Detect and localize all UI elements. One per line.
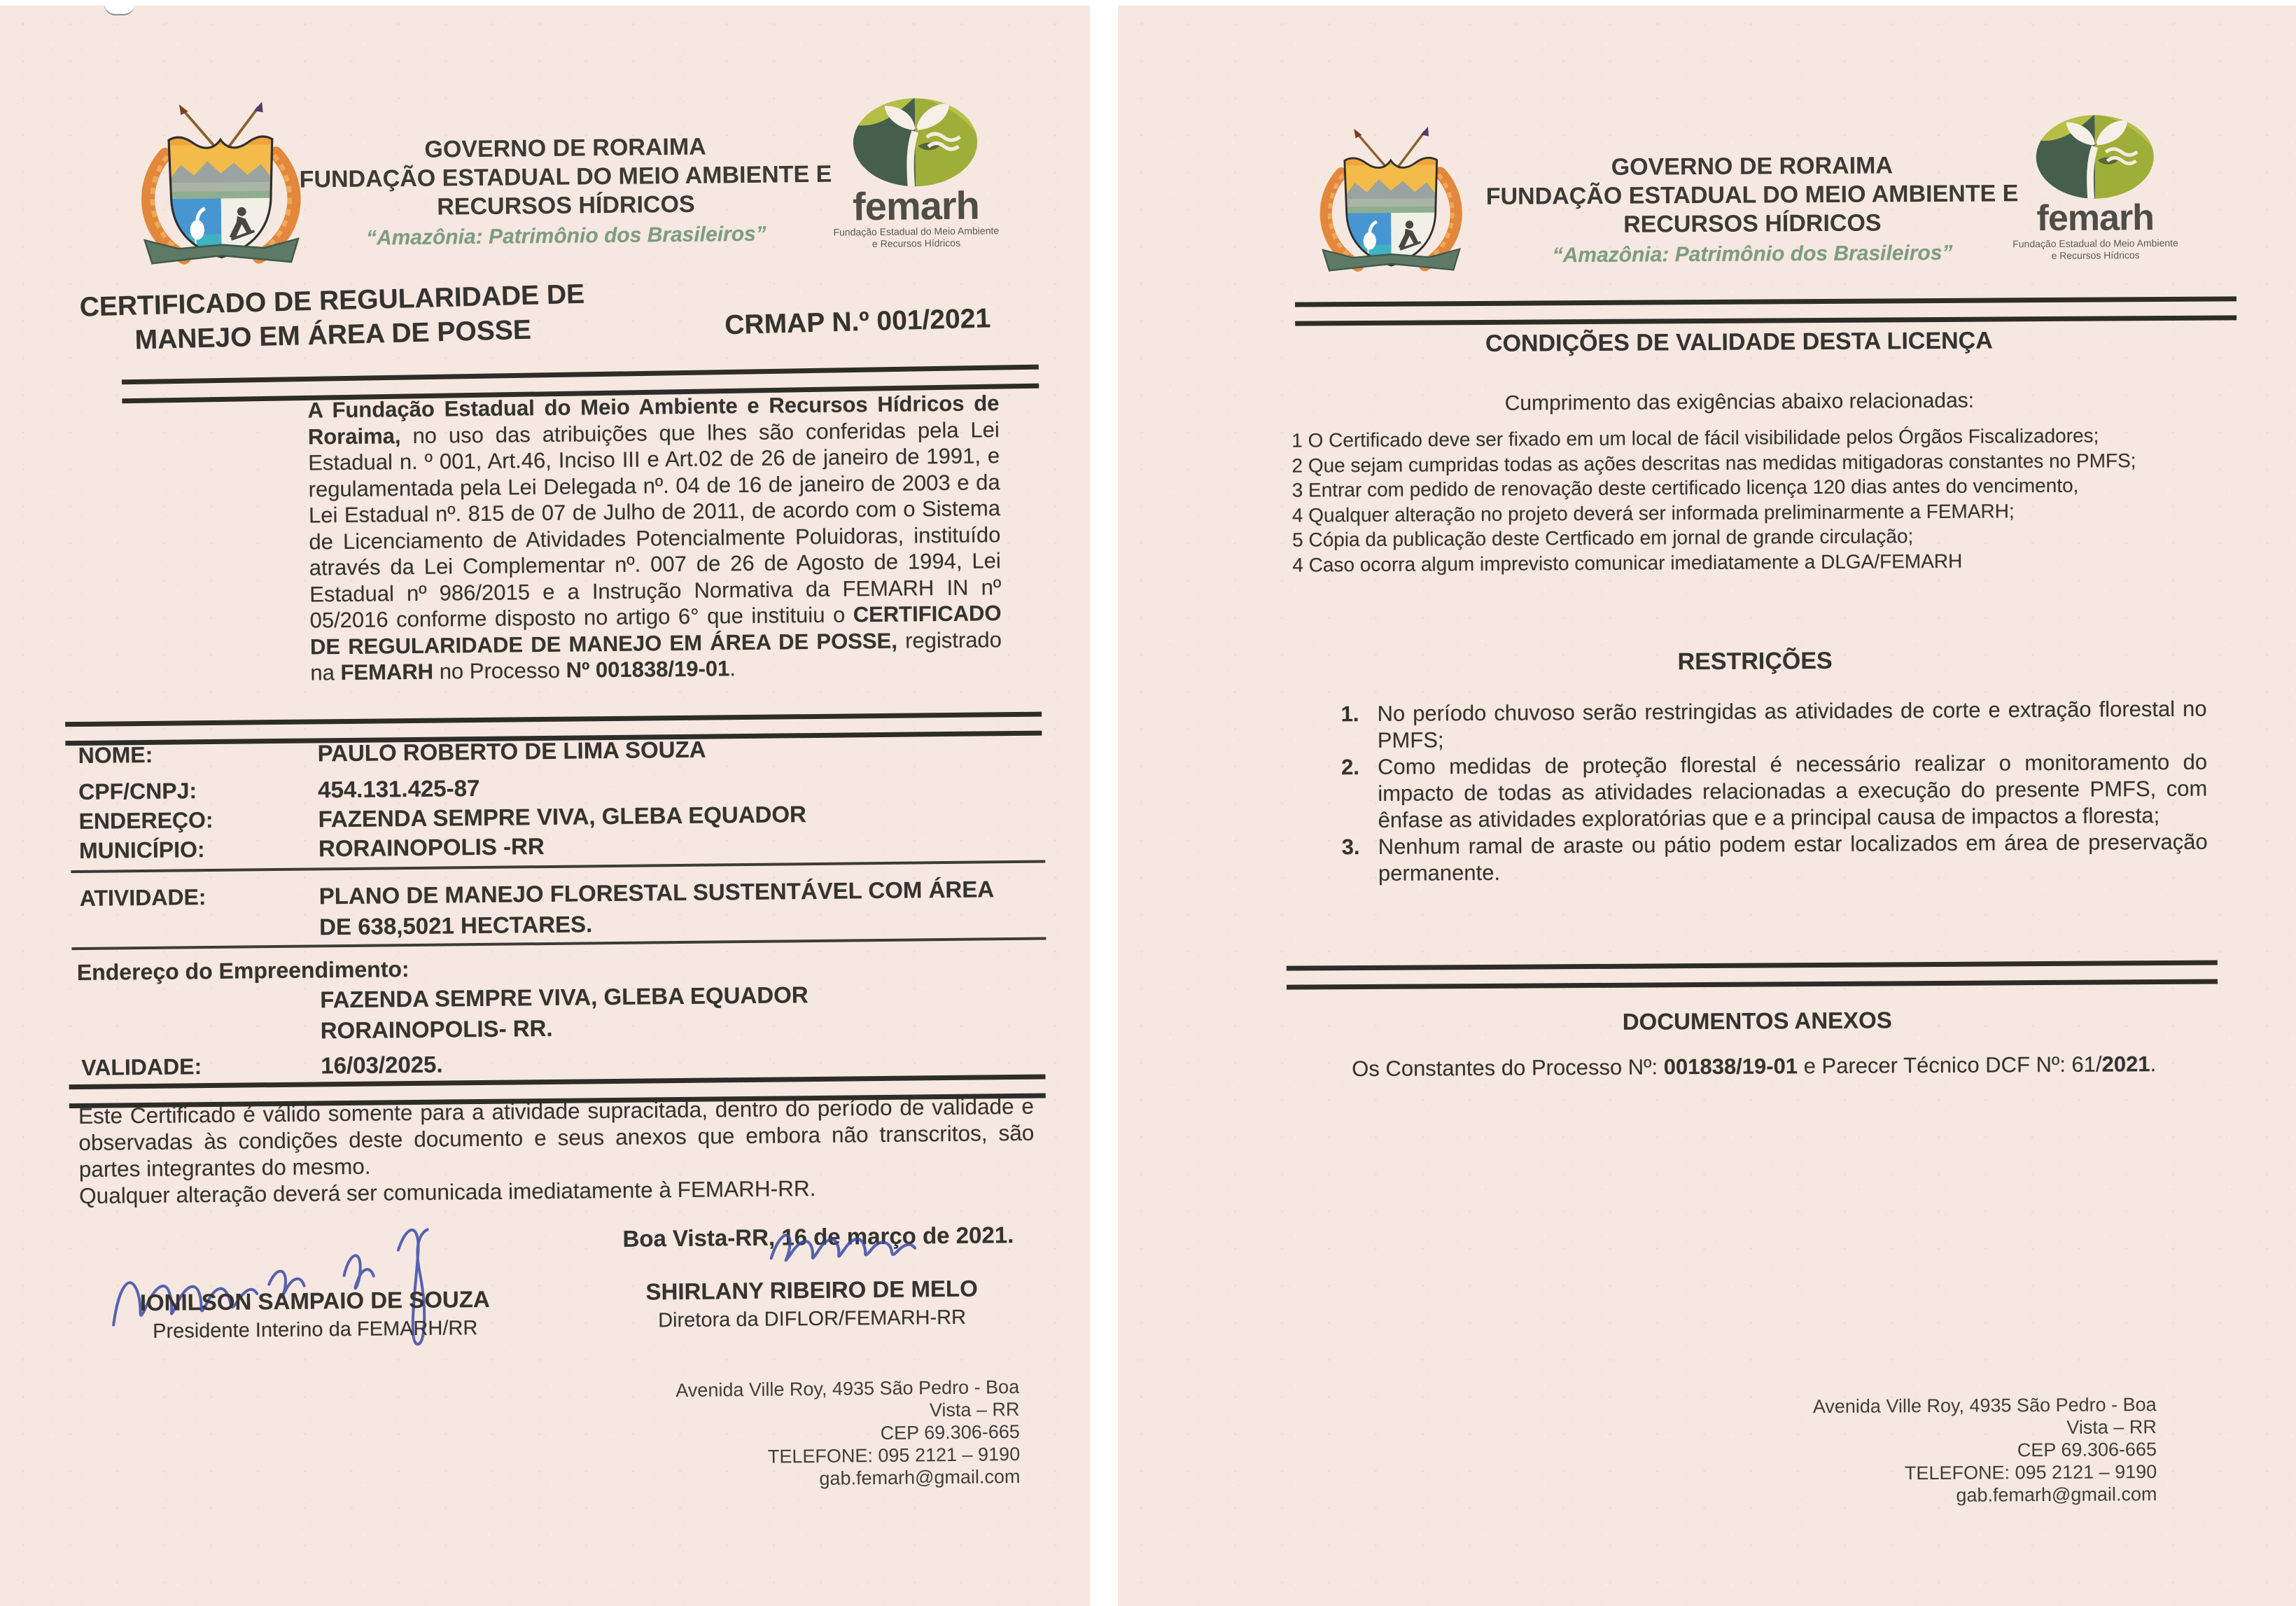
letterhead-line1: GOVERNO DE RORAIMA xyxy=(424,133,706,163)
signature-block-director xyxy=(615,1275,1008,1333)
divider-double-line xyxy=(1295,296,2236,326)
restriction-number: 3. xyxy=(1341,835,1360,860)
intro-paragraph xyxy=(307,390,1002,686)
femarh-tagline-2: e Recursos Hídricos xyxy=(2051,249,2140,261)
signer-role: Presidente Interino da FEMARH/RR xyxy=(152,1317,478,1343)
condition-item: 2 Que sejam cumpridas todas as ações descritas nas medidas mitigadoras constantes no PMFS; xyxy=(1292,449,2136,477)
letterhead-line3: RECURSOS HÍDRICOS xyxy=(1623,209,1882,238)
restriction-item xyxy=(1340,696,2206,755)
certificate-title-line2: MANEJO EM ÁREA DE POSSE xyxy=(134,314,532,356)
femarh-tagline-2: e Recursos Hídricos xyxy=(872,237,961,250)
footer-address-block xyxy=(1774,1393,2157,1507)
letterhead-line2: FUNDAÇÃO ESTADUAL DO MEIO AMBIENTE E xyxy=(299,160,832,193)
restrictions-list xyxy=(1340,696,2208,888)
femarh-wordmark: femarh xyxy=(2036,197,2155,239)
conditions-list xyxy=(1292,422,2230,577)
field-row-validade xyxy=(4,1045,1090,1080)
conditions-subtitle: Cumprimento das exigências abaixo relacionadas: xyxy=(1504,389,1975,415)
validity-disclaimer-paragraph: Este Certificado é válido somente para a atividade supracitada, dentro do período de validade e observadas às condições deste documento e seus anexos que embora não transcritos, são partes integrantes do mesmo. xyxy=(78,1093,1035,1182)
validity-disclaimer xyxy=(78,1093,1035,1209)
femarh-wordmark: femarh xyxy=(852,183,980,229)
enterprise-address-label: Endereço do Empreendimento: xyxy=(76,956,410,986)
letterhead-line2: FUNDAÇÃO ESTADUAL DO MEIO AMBIENTE E xyxy=(1485,180,2019,210)
intro-body-1: no uso das atribuições que lhes são conferidas pela Lei Estadual n. º 001, Art.46, Inciso III e Art.02 de 26 de janeiro de 1991, e regulamentada pela Lei Delegada nº. 04 de 16 de janeiro de 2003 e da Lei Estadual nº. 815 de 07 de Julho de 2011, de acordo com o Sistema de Licenciamento de Atividades Potencialmente Poluidoras, instituído através da Lei Complementar nº. 007 de 26 de Agosto de 1994, Lei Estadual nº 986/2015 e a Instrução Normativa da FEMARH IN nº 05/2016 conforme disposto no artigo 6° que instituiu o xyxy=(308,417,1002,633)
certificate-title-line1: CERTIFICADO DE REGULARIDADE DE xyxy=(79,279,585,323)
signer-name: SHIRLANY RIBEIRO DE MELO xyxy=(645,1275,978,1305)
certificate-page-2 xyxy=(1118,6,2296,1606)
field-value-line2: DE 638,5021 HECTARES. xyxy=(318,911,593,940)
femarh-logo xyxy=(1989,113,2200,263)
condition-item: 3 Entrar com pedido de renovação deste certificado licença 120 dias antes do vencimento, xyxy=(1292,474,2079,501)
certificate-number: CRMAP N.º 001/2021 xyxy=(724,303,991,341)
field-label: MUNICÍPIO: xyxy=(78,837,205,863)
femarh-tagline-1: Fundação Estadual do Meio Ambiente xyxy=(833,225,1000,238)
signer-role: Diretora da DIFLOR/FEMARH-RR xyxy=(657,1306,967,1332)
field-value: PAULO ROBERTO DE LIMA SOUZA xyxy=(317,736,706,767)
annex-mid: e Parecer Técnico DCF Nº: 61/ xyxy=(1797,1052,2102,1079)
conditions-title: CONDIÇÕES DE VALIDADE DESTA LICENÇA xyxy=(1485,327,1993,357)
field-value: 16/03/2025. xyxy=(321,1051,443,1079)
letterhead xyxy=(1444,151,2061,268)
restriction-item xyxy=(1341,749,2208,835)
divider-line xyxy=(71,937,1046,951)
condition-item: 4 Caso ocorra algum imprevisto comunicar imediatamente a DLGA/FEMARH xyxy=(1292,550,1963,576)
restriction-text: No período chuvoso serão restringidas as atividades de corte e extração florestal no PMFS; xyxy=(1377,696,2207,753)
field-row-cpf xyxy=(1,769,1090,804)
letterhead-motto: “Amazônia: Patrimônio dos Brasileiros” xyxy=(365,222,766,250)
letterhead-motto: “Amazônia: Patrimônio dos Brasileiros” xyxy=(1552,241,1953,267)
footer-address-block xyxy=(638,1376,1021,1492)
femarh-logo-icon xyxy=(848,96,982,191)
restriction-text: Como medidas de proteção florestal é necessário realizar o monitoramento do impacto de todas as atividades relacionadas a execução do presente PMFS, com ênfase as atividades exploratórias que e a principal causa de impactos a floresta; xyxy=(1377,749,2208,832)
condition-item: 4 Qualquer alteração no projeto deverá ser informada preliminarmente a FEMARH; xyxy=(1292,499,2015,526)
signature-scribble-director xyxy=(762,1211,952,1279)
restriction-item xyxy=(1342,829,2208,888)
annex-process-number: 001838/19-01 xyxy=(1663,1054,1798,1080)
divider-line xyxy=(71,860,1045,874)
annex-post: . xyxy=(2150,1052,2157,1077)
annex-pre: Os Constantes do Processo Nº: xyxy=(1352,1054,1664,1082)
field-value: 454.131.425-87 xyxy=(317,774,480,803)
restrictions-title: RESTRIÇÕES xyxy=(1677,647,1833,676)
femarh-logo-icon xyxy=(2031,113,2158,203)
certificate-title xyxy=(55,277,610,360)
footer-email: gab.femarh@gmail.com xyxy=(1956,1483,2157,1506)
footer-street: Avenida Ville Roy, 4935 São Pedro - Boa Vista – RR xyxy=(676,1376,1020,1421)
field-row-atividade xyxy=(3,875,1090,940)
intro-body-3: no Processo xyxy=(433,657,566,684)
annex-title: DOCUMENTOS ANEXOS xyxy=(1622,1007,1892,1035)
signature-block-president xyxy=(98,1285,533,1343)
field-label: CPF/CNPJ: xyxy=(78,778,197,804)
field-label: ENDEREÇO: xyxy=(78,807,214,834)
footer-phone: TELEFONE: 095 2121 – 9190 xyxy=(1904,1461,2157,1484)
footer-email: gab.femarh@gmail.com xyxy=(819,1465,1021,1489)
letterhead-line3: RECURSOS HÍDRICOS xyxy=(437,190,695,221)
field-value: RORAINOPOLIS -RR xyxy=(318,833,545,862)
change-notice-paragraph: Qualquer alteração deverá ser comunicada imediatamente à FEMARH-RR. xyxy=(79,1175,816,1209)
intro-body-2: registrado na xyxy=(310,627,1002,685)
footer-cep: CEP 69.306-665 xyxy=(2017,1439,2157,1461)
enterprise-address-block xyxy=(4,949,1090,1044)
divider-double-line xyxy=(1287,961,2218,990)
field-label: VALIDADE: xyxy=(81,1054,202,1080)
footer-street: Avenida Ville Roy, 4935 São Pedro - Boa Vista – RR xyxy=(1812,1394,2157,1438)
intro-bold-process-number: Nº 001838/19-01 xyxy=(566,656,730,683)
issue-date-line: Boa Vista-RR, 16 de março de 2021. xyxy=(622,1222,1014,1252)
footer-phone: TELEFONE: 095 2121 – 9190 xyxy=(767,1443,1021,1467)
field-value: FAZENDA SEMPRE VIVA, GLEBA EQUADOR xyxy=(318,801,807,832)
field-label: NOME: xyxy=(78,741,153,768)
certificate-page-1 xyxy=(0,6,1090,1606)
signer-name: IONILSON SAMPAIO DE SOUZA xyxy=(139,1285,490,1316)
intro-bold-femarh: FEMARH xyxy=(340,659,434,685)
femarh-logo xyxy=(806,96,1025,251)
roraima-coat-of-arms-icon xyxy=(131,97,312,269)
intro-body-4: . xyxy=(729,656,736,681)
condition-item: 5 Cópia da publicação deste Certficado em jornal de grande circulação; xyxy=(1292,525,1914,551)
annex-year: 2021 xyxy=(2101,1052,2150,1077)
intro-bold-lead: A Fundação Estadual do Meio Ambiente e Recursos Hídricos de Roraima, xyxy=(307,391,1000,449)
intro-bold-certificate: CERTIFICADO DE REGULARIDADE DE MANEJO EM ÁREA DE POSSE, xyxy=(309,601,1002,659)
field-value-line1: PLANO DE MANEJO FLORESTAL SUSTENTÁVEL COM ÁREA xyxy=(318,876,995,909)
restriction-text: Nenhum ramal de araste ou pátio podem estar localizados em área de preservação permanente. xyxy=(1378,829,2208,886)
field-label: ATIVIDADE: xyxy=(79,884,206,911)
annex-line xyxy=(1289,1052,2220,1082)
enterprise-address-line1: FAZENDA SEMPRE VIVA, GLEBA EQUADOR xyxy=(320,982,808,1013)
restriction-number: 1. xyxy=(1340,701,1359,727)
femarh-tagline-1: Fundação Estadual do Meio Ambiente xyxy=(2012,237,2178,250)
letterhead-line1: GOVERNO DE RORAIMA xyxy=(1611,152,1893,181)
condition-item: 1 O Certificado deve ser fixado em um local de fácil visibilidade pelos Órgãos Fiscalizadores; xyxy=(1292,424,2099,452)
letterhead xyxy=(288,132,843,251)
enterprise-address-line2: RORAINOPOLIS- RR. xyxy=(320,1014,553,1044)
restriction-number: 2. xyxy=(1340,755,1360,780)
footer-cep: CEP 69.306-665 xyxy=(880,1420,1020,1444)
